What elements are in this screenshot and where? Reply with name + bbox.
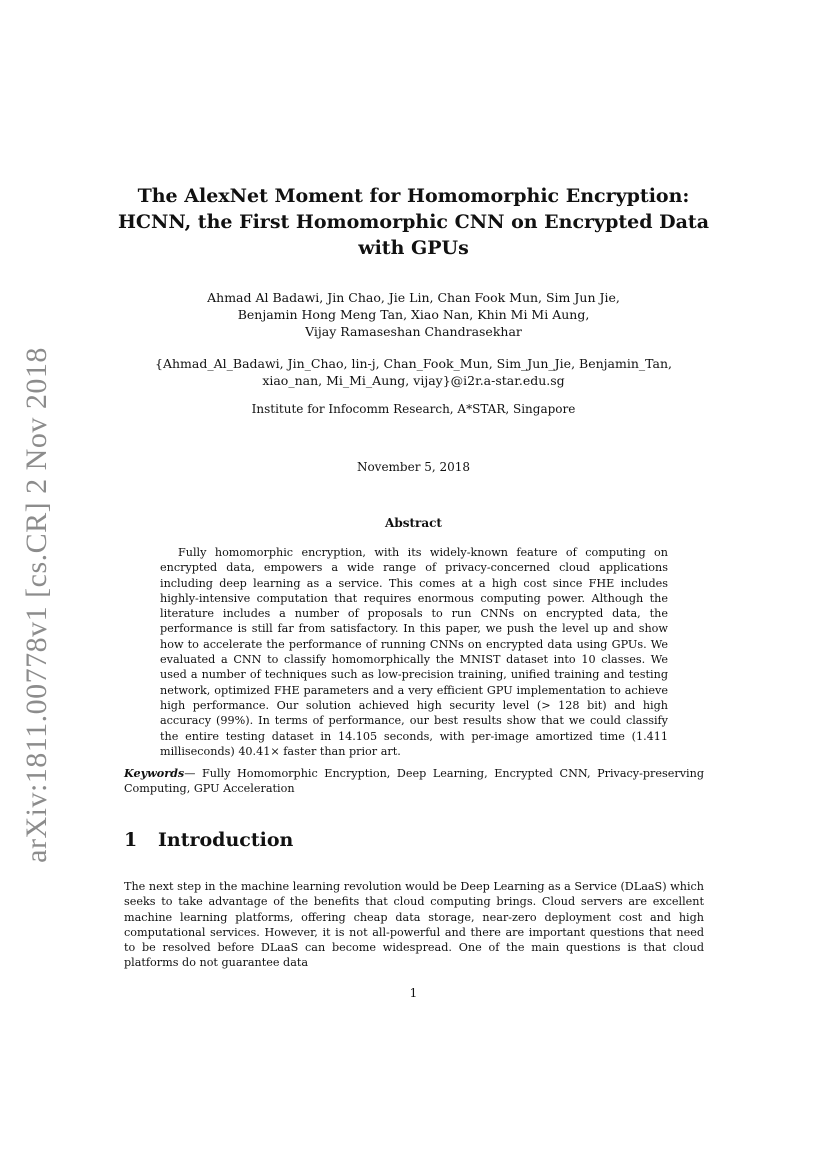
author-line: Benjamin Hong Meng Tan, Xiao Nan, Khin Mi Mi Aung, [237, 307, 590, 322]
section-heading [124, 829, 293, 851]
abstract-heading: Abstract [385, 516, 442, 530]
publication-date: November 5, 2018 [356, 460, 471, 474]
section-title: Introduction [158, 829, 294, 851]
title-line: The AlexNet Moment for Homomorphic Encryption: [137, 185, 690, 207]
section-number: 1 [124, 829, 138, 851]
keywords-label: Keywords [124, 766, 185, 780]
paper-title [100, 183, 727, 261]
keywords-paragraph [124, 766, 704, 797]
title-line: HCNN, the First Homomorphic CNN on Encrypted Data [117, 211, 710, 233]
page-number: 1 [409, 986, 418, 1000]
email-line: xiao_nan, Mi_Mi_Aung, vijay}@i2r.a-star.edu.sg [262, 373, 565, 388]
email-line: {Ahmad_Al_Badawi, Jin_Chao, lin-j, Chan_Fook_Mun, Sim_Jun_Jie, Benjamin_Tan, [155, 356, 672, 371]
author-line: Vijay Ramaseshan Chandrasekhar [305, 324, 522, 339]
introduction-text: The next step in the machine learning revolution would be Deep Learning as a Service (DLaaS) which seeks to take advantage of the benefits that cloud computing brings. Cloud servers are excellent machine learning platforms, offering cheap data storage, near-zero deployment cost and high computational services. However, it is not all-powerful and there are important questions that need to be resolved before DLaaS can become widespread. One of the main questions is that cloud platforms do not guarantee data [124, 880, 704, 970]
keywords-separator: — [184, 767, 202, 780]
keywords-text: Fully Homomorphic Encryption, Deep Learning, Encrypted CNN, Privacy-preserving Computing, GPU Acceleration [124, 767, 704, 796]
author-list [100, 289, 727, 340]
author-line: Ahmad Al Badawi, Jin Chao, Jie Lin, Chan Fook Mun, Sim Jun Jie, [207, 290, 620, 305]
affiliation: Institute for Infocomm Research, A*STAR, Singapore [251, 402, 576, 416]
abstract-text: Fully homomorphic encryption, with its widely-known feature of computing on encrypted data, empowers a wide range of privacy-concerned cloud applications including deep learning as a service. This comes at a high cost since FHE includes highly-intensive computation that requires enormous computing power. Although the literature includes a number of proposals to run CNNs on encrypted data, the performance is still far from satisfactory. In this paper, we push the level up and show how to accelerate the performance of running CNNs on encrypted data using GPUs. We evaluated a CNN to classify homomorphically the MNIST dataset into 10 classes. We used a number of techniques such as low-precision training, unified training and testing network, optimized FHE parameters and a very efficient GPU implementation to achieve high performance. Our solution achieved high security level (> 128 bit) and high accuracy (99%). In terms of performance, our best results show that we could classify the entire testing dataset in 14.105 seconds, with per-image amortized time (1.411 milliseconds) 40.41× faster than prior art. [160, 546, 668, 758]
arxiv-identifier-stamp: arXiv:1811.00778v1 [cs.CR] 2 Nov 2018 [20, 347, 53, 863]
title-line: with GPUs [358, 237, 469, 259]
author-emails [100, 355, 727, 389]
